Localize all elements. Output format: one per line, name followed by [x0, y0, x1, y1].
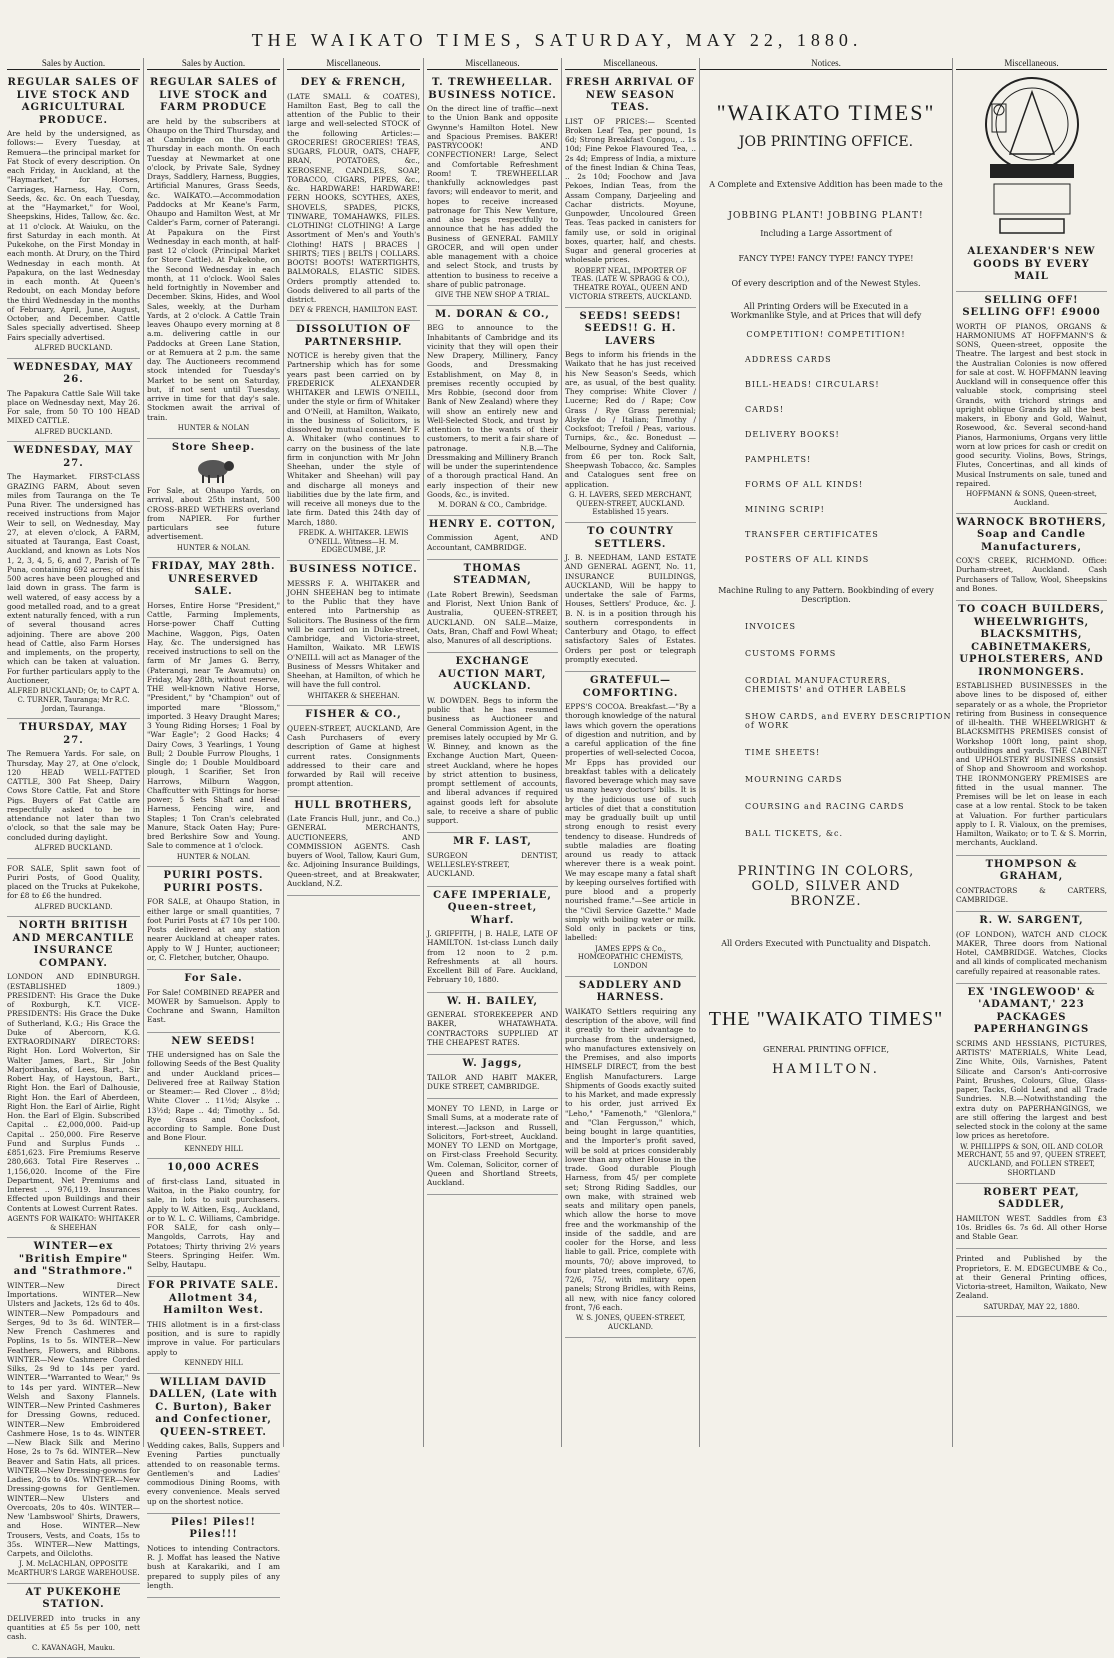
printing-item: CARDS!: [745, 405, 785, 414]
ad-heading: DEY & FRENCH,: [300, 77, 407, 88]
ad-heading: THOMAS STEADMAN,: [453, 562, 532, 587]
ad-heading: T. TREWHEELLAR. BUSINESS NOTICE.: [428, 77, 557, 101]
every-description: Of every description and of the Newest Styles.: [731, 279, 921, 288]
advertisement: [565, 523, 696, 672]
ad-heading: REGULAR SALES of LIVE STOCK and FARM PRODUCE: [149, 77, 278, 113]
advertisement: [147, 1033, 280, 1160]
ad-body: For Sale! COMBINED REAPER and MOWER by Samuelson. Apply to Cochrane and Swann, Hamilton East.: [147, 987, 280, 1025]
ad-body: MONEY TO LEND, in Large or Small Sums, at a moderate rate of interest.—Jackson and Russell, Solicitors, Fort-street, Auckland. MONEY TO LEND on Mortgage, on First-class Freehold Security. Wm. Coleman, Solicitor, corner of Queen and Shortland Streets, Auckland.: [427, 1104, 558, 1187]
advertisement: [956, 514, 1107, 602]
advertisement: [147, 1374, 280, 1514]
advertisement: [427, 1055, 558, 1099]
ad-signature: W. PHILLIPPS & SON, OIL AND COLOR MERCHANT, 55 and 97, QUEEN STREET, AUCKLAND, and FOLLEN STREET, SHORTLAND: [956, 1142, 1107, 1177]
ad-body: SURGEON DENTIST, WELLESLEY-STREET, AUCKLAND.: [427, 850, 558, 879]
ad-heading: FOR PRIVATE SALE. Allotment 34, Hamilton West.: [148, 1280, 279, 1317]
advertisement: [565, 672, 696, 977]
ad-body: ESTABLISHED BUSINESSES in the above lines to be disposed of, either separately or as a whole, the Proprietor retiring from Business in consequence of ill-health. THE WHEELWRIGHT & BLACKSMITHS PREMISES consist of Workshop 100ft long, paint shop, outbuildings and yards. THE CABINET and UPHOLSTERY BUSINESS consist of Shop and Showroom and workshop. THE IRONMONGERY PREMISES are fitted in the usual manner. The Premises will be let on lease in each case at a low rental. Stock to be taken at Valuation. For further particulars apply to I. R. Vialoux, on the premises, Hamilton, Waikato; or to T. & S. Morrin, merchants, Auckland.: [956, 681, 1107, 848]
ad-body: THIS allotment is in a first-class position, and is sure to rapidly improve in value. For particulars apply to: [147, 1319, 280, 1357]
advertisement: [147, 74, 280, 439]
ad-body: For Sale, at Ohaupo Yards, on arrival, about 25th instant, 500 CROSS-BRED WETHERS overland from NAPIER. For further particulars see future advertisement.: [147, 486, 280, 542]
ad-heading: SELLING OFF! SELLING OFF! £9000: [962, 294, 1101, 318]
printing-item: INVOICES: [745, 622, 796, 631]
ad-heading: WEDNESDAY, MAY 27.: [13, 445, 134, 469]
ad-signature: HUNTER & NOLAN: [177, 423, 250, 432]
advertisement: [956, 1249, 1107, 1317]
footer-title: THE "WAIKATO TIMES": [708, 1008, 944, 1030]
masthead: [0, 0, 1114, 60]
jobbing-plant: JOBBING PLANT! JOBBING PLANT!: [728, 211, 924, 221]
ad-body: Commission Agent, AND Accountant, CAMBRIDGE.: [427, 533, 558, 552]
advertisement: [565, 74, 696, 308]
ad-heading: REGULAR SALES OF LIVE STOCK AND AGRICULTURAL PRODUCE.: [7, 77, 140, 126]
ad-heading: FRIDAY, MAY 28th. UNRESERVED SALE.: [151, 561, 276, 598]
advertisement: [7, 719, 140, 858]
advertisement: [287, 74, 420, 321]
advertisement: [147, 1277, 280, 1373]
ad-body: DELIVERED into trucks in any quantities at £5 5s per 100, nett cash.: [7, 1613, 140, 1642]
ad-body: COX'S CREEK, RICHMOND. Office: Durham-street, Auckland. Cash Purchasers of Tallow, Wool, Sheepskins and Bones.: [956, 556, 1107, 593]
ad-body: Printed and Published by the Proprietors, E. M. EDGECUMBE & Co., at their General Printing offices, Victoria-street, Hamilton, Waikato, New Zealand.: [956, 1254, 1107, 1301]
ad-heading: 10,000 ACRES: [167, 1162, 260, 1174]
ad-signature: GIVE THE NEW SHOP A TRIAL.: [435, 291, 550, 299]
ad-heading: HULL BROTHERS,: [294, 799, 413, 811]
ad-signature: ALFRED BUCKLAND.: [34, 902, 113, 911]
ad-body: BEG to announce to the Inhabitants of Cambridge and its vicinity that they will open their New Drapery, Millinery, Fancy Goods, and Dressmaking Establishment, on May 8, in premises recently occupied by Mrs Robbie, (second door from Bank of New Zealand) where they will show an entirely new and Well-Selected Stock, and trust by attention to the wants of their customers, to merit a fair share of patronage. N.B.—The Dressmaking and Millinery Branch will be under the superintendence of a thorough practical Hand. An early inspection of their new Goods, &c., is invited.: [427, 323, 559, 499]
column-header: Notices.: [700, 58, 952, 70]
advertisement: [287, 561, 420, 706]
punctuality-text: All Orders Executed with Punctuality and Dispatch.: [721, 939, 931, 948]
printing-item: BILL-HEADS! CIRCULARS!: [745, 380, 880, 389]
ad-signature: ROBERT NEAL, IMPORTER OF TEAS. (LATE W. SPRAGG & CO.), THEATRE ROYAL, QUEEN AND VICTORIA STREETS, AUCKLAND.: [569, 266, 692, 301]
ad-signature: C. KAVANAGH, Mauku.: [32, 1643, 115, 1652]
ad-body: (Late Francis Hull, junr., and Co.,) GENERAL MERCHANTS, AUCTIONEERS, AND COMMISSION AGENTS. Cash buyers of Wool, Tallow, Kauri Gum, &c. Adjoining Insurance Buildings, Queen-street, and at Breakwater, Auckland, N.Z.: [287, 814, 420, 888]
advertisement: [427, 887, 558, 993]
newspaper-title: THE WAIKATO TIMES, SATURDAY, MAY 22, 1880.: [251, 30, 863, 50]
ad-heading: THURSDAY, MAY 27.: [19, 722, 128, 746]
ad-heading: NEW SEEDS!: [171, 1035, 256, 1047]
advertisement: [956, 601, 1107, 856]
advertisement: [427, 653, 558, 833]
ad-body: J. GRIFFITH, | B. HALE, LATE OF HAMILTON. 1st-class Lunch daily from 12 noon to 2 p.m. Refreshments at all hours. Excellent Bill of Fare. Auckland, February 10, 1880.: [427, 929, 558, 985]
ad-signature: HOFFMANN & SONS, Queen-street, Auckland.: [966, 490, 1097, 507]
ad-body: GENERAL STOREKEEPER AND BAKER, WHATAWHATA. CONTRACTORS SUPPLIED AT THE CHEAPEST RATES.: [427, 1010, 558, 1047]
ad-heading: AT PUKEKOHE STATION.: [25, 1586, 122, 1611]
ad-signature: JAMES EPPS & Co., HOMŒOPATHIC CHEMISTS, LONDON: [577, 944, 684, 970]
printing-item: TRANSFER CERTIFICATES: [745, 530, 879, 539]
ad-heading: BUSINESS NOTICE.: [289, 564, 418, 575]
advertisement: [7, 859, 140, 918]
ad-signature: ALFRED BUCKLAND.: [34, 843, 113, 852]
printing-item: FORMS OF ALL KINDS!: [745, 480, 864, 489]
ad-signature: FREDK. A. WHITAKER. LEWIS O'NEILL. Witness—H. M. EDGECUMBE, J.P.: [298, 528, 409, 555]
ad-heading: DISSOLUTION OF PARTNERSHIP.: [296, 324, 411, 348]
ad-heading: FISHER & CO.,: [305, 709, 402, 721]
ad-body: Are held by the undersigned, as follows:— Every Tuesday, at Remuera—the principal market for Fat Stock of every description. On each Friday, in Auckland, at the "Haymarket," for Horses, Carriages, Harness, Hay, Corn, Seeds, &c. &c. On each Tuesday, at the "Haymarket," for Wool, Sheepskins, Hides, Tallow, &c. &c. at 11 o'clock. At Waiuku, on the first Saturday in each month. At Pukekohe, on the First Monday in each month. At Drury, on the Third Wednesday in each month. At Papakura, on the last Wednesday in each month. At Queen's Redoubt, on each Monday before the third Wednesday in the months of February, April, June, August, October, and December. Cattle Sales specially advertised. Sheep Fairs specially advertised.: [7, 129, 140, 342]
ad-heading: HENRY E. COTTON,: [428, 518, 557, 530]
ad-body: CONTRACTORS & CARTERS, CAMBRIDGE.: [956, 885, 1107, 904]
column-3: [284, 58, 424, 1447]
ad-body: LONDON AND EDINBURGH. (ESTABLISHED 1809.) PRESIDENT: His Grace the Duke of Roxburgh, K.T. VICE-PRESIDENTS: His Grace the Duke of Sutherland, K.G.; His Grace the Duke of Abercorn, K.G. EXTRAORDINARY DIRECTORS: Right Hon. Lord Wolverton, Sir Walter James, Bart., Sir John Marjoribanks, of Lees, Bart., Sir Robert Hay, of Haystoun, Bart., Right Hon. the Earl of Dalhousie, Right Hon. the Earl of Aberdeen, Right Hon. the Earl of Airlie, Right Hon. the Earl of Elgin. Subscribed Capital .. £2,000,000. Paid-up Capital .. 250,000. Fire Reserve Fund and Surplus Funds .. £851,623. Fire Premiums Reserve 280,663. Total Fire Reserves .. 1,156,020. Income of the Fire Department, Net Premiums and Interest .. 976,119. Insurances Effected upon Buildings and their Contents at Lowest Current Rates.: [7, 972, 140, 1213]
ad-body: NOTICE is hereby given that the Partnership which has for some years past been carried on by FREDERICK ALEXANDER WHITAKER and LEWIS O'NEILL, under the style or firm of Whitaker and O'Neill, at Hamilton, Waikato, in the business of Solicitors, is dissolved by mutual consent. Mr F. A. Whitaker (who continues to carry on the business of the late firm in conjunction with Mr John Sheehan, under the style of Whitaker and Sheehan) will pay and discharge all moneys and liabilities due by the late firm, and will receive all moneys due to the late firm. Dated this 24th day of March, 1880.: [287, 351, 420, 527]
ad-heading: GRATEFUL—COMFORTING.: [582, 675, 679, 699]
advertisement: [427, 833, 558, 886]
advertisement: [7, 359, 140, 443]
advertisement: [956, 1184, 1107, 1250]
advertisement: [287, 797, 420, 897]
sheep-icon: [191, 456, 237, 484]
competition: COMPETITION! COMPETITION!: [746, 330, 906, 339]
printing-item: ADDRESS CARDS: [745, 355, 832, 364]
advertisement: [147, 867, 280, 970]
ad-heading: SADDLERY AND HARNESS.: [578, 979, 683, 1004]
ad-body: SCRIMS AND HESSIANS, PICTURES, ARTISTS' MATERIALS, White Lead, Zinc White, Oils, Varnishes, Patent Silicate and Carson's Anti-corrosive Paint, Brushes, Colours, Glue, Glass-paper, Tacks, Gold Leaf, and all Trade Sundries. N.B.—Notwithstanding the extra duty on PAPERHANGINGS, we are still offering the largest and best selected stock in the colony at the same low prices as heretofore.: [956, 1038, 1107, 1141]
advertisement: [147, 558, 280, 867]
ad-body: TAILOR AND HABIT MAKER, DUKE STREET, CAMBRIDGE.: [427, 1072, 558, 1091]
ad-body: FOR SALE, Split sawn foot of Puriri Posts, of Good Quality, placed on the Trucks at Pukekohe, for £8 to £6 the hundred.: [7, 863, 140, 901]
advertisement: [7, 917, 140, 1238]
ad-body: LIST OF PRICES:— Scented Broken Leaf Tea, per pound, 1s 6d; Strong Breakfast Congou, .. 1s 10d; Fine Pekoe Flavoured Tea, .. 2s 4d; Empress of India, a mixture of the finest Indian & China Teas, .. 2s 10d; Foochow and Java Pekoes, Indian Teas, from the Assam Company, Darjeeling and Cachar districts. Moyune, Gunpowder, Uncoloured Green Teas. Teas packed in canisters for family use, or sold in original boxes, quarter, half, and chests. Sugar and general groceries at wholesale prices.: [565, 116, 696, 265]
ad-heading: FRESH ARRIVAL OF NEW SEASON TEAS.: [565, 77, 696, 113]
ad-heading: WINTER—ex "British Empire" and "Strathmore.": [13, 1241, 134, 1278]
ad-signature: WHITAKER & SHEEHAN.: [307, 691, 400, 700]
printing-items: [700, 355, 952, 564]
ad-body: The Remuera Yards. For sale, on Thursday, May 27, at One o'clock, 120 HEAD WELL-FATTED CATTLE, 300 Fat Sheep, Dairy Cows Store Cattle, Fat and Store Pigs. Buyers of Fat Cattle are respectfully asked to be in attendance not later than two o'clock, so that the sale may be concluded during daylight.: [7, 749, 140, 842]
ad-signature: HUNTER & NOLAN.: [176, 852, 251, 861]
ad-signature: ALFRED BUCKLAND.: [34, 343, 113, 352]
column-2: [144, 58, 284, 1590]
advertisement: [427, 306, 558, 516]
printing-item: CORDIAL MANUFACTURERS, CHEMISTS' and OTHER LABELS: [745, 676, 907, 694]
advertisement: [427, 516, 558, 560]
advertisement: [147, 1514, 280, 1598]
ad-signature: ALFRED BUCKLAND.: [34, 427, 113, 436]
ad-heading: W. Jaggs,: [462, 1058, 523, 1069]
ad-body: Wedding cakes, Balls, Suppers and Evening Parties punctually attended to on reasonable terms. Gentlemen's and Ladies' commodious Dining Rooms, with every convenience. Meals served up on the shortest notice.: [147, 1441, 280, 1506]
ad-signature: SATURDAY, MAY 22, 1880.: [983, 1302, 1080, 1311]
printing-item: POSTERS OF ALL KINDS: [745, 555, 870, 564]
ad-body: EPPS'S COCOA. Breakfast.—"By a thorough knowledge of the natural laws which govern the operations of digestion and nutrition, and by a careful application of the fine properties of well-selected Cocoa, Mr Epps has provided our breakfast tables with a delicately flavored beverage which may save us many heavy doctors' bills. It is by the judicious use of such articles of diet that a constitution may be gradually built up until strong enough to resist every tendency to disease. Hundreds of subtle maladies are floating around us ready to attack wherever there is a weak point. We may escape many a fatal shaft by keeping ourselves fortified with pure blood and a properly nourished frame."—See article in the "Civil Service Gazette." Made simply with boiling water or milk. Sold only in packets or tins, labelled:: [565, 702, 696, 943]
advertisement: [956, 912, 1107, 984]
ad-body: On the direct line of traffic—next to the Union Bank and opposite Gwynne's Hamilton Hotel. New and Spacious Premises. BAKER! PASTRYCOOK! AND CONFECTIONER! Large, Select and Comfortable Refreshment Room! T. TREWHEELLAR thankfully acknowledges past favors; will endeavor to merit, and hopes to receive increased patronage for This New Venture, and also begs respectfully to announce that he has added the Business of GENERAL FAMILY GROCER, and will open under able management with a choice and select Stock, and trusts by attention to business to receive a share of public patronage.: [427, 104, 558, 289]
printing-item: PAMPHLETS!: [745, 455, 812, 464]
advertisement: [956, 984, 1107, 1184]
ad-signature: HUNTER & NOLAN.: [176, 543, 251, 552]
ad-signature: KENNEDY HILL: [184, 1358, 243, 1367]
ad-body: (LATE SMALL & COATES), Hamilton East, Beg to call the attention of the Public to their large and well-selected STOCK of the following Articles:— GROCERIES! GROCERIES! TEAS, SUGARS, FLOUR, OATS, CHAFF, BRAN, POTATOES, &c., KEROSENE, CANDLES, SOAP, TOBACCO, CIGARS, PIPES, &c., &c. HARDWARE! HARDWARE! FERN HOOKS, SCYTHES, AXES, SHOVELS, SPADES, PICKS, TINWARE, TOMAHAWKS, FILES. CLOTHING! CLOTHING! A Large Assortment of Men's and Youth's Clothing! HATS | BRACES | SHIRTS; TIES | BELTS | COLLARS. BOOTS! BOOTS! WATERTIGHTS, BALMORALS, ELASTIC SIDES. Orders promptly attended to. Goods delivered to all parts of the district.: [287, 91, 420, 304]
advertisement: [147, 1159, 280, 1277]
notice-intro: A Complete and Extensive Addition has been made to the: [709, 180, 943, 189]
notices-column: [700, 58, 953, 1447]
column-header: Miscellaneous.: [565, 58, 696, 70]
printing-item: BALL TICKETS, &c.: [745, 829, 844, 838]
printing-items-2: [700, 622, 952, 838]
ad-body: The Haymarket. FIRST-CLASS GRAZING FARM, About seven miles from Tauranga on the Te Puna River. The undersigned has received instructions from Major Weir to sell, on Wednesday, May 27, at eleven o'clock, A FARM, situated at Tauranga, East Coast, Auckland, and known as Lots Nos 1, 2, 3, 4, 5, 6, and 7, Parish of Te Puna, containing 692 acres; of this 500 acres have been ploughed and laid down in grass. The farm is well watered, of easy access by a good metalled road, and to a great extent naturally fenced, with a run of several thousand acres adjoining. There are above 200 head of Cattle, also Farm Horses and implements, on the property, which can be taken at valuation. For further particulars apply to the Auctioneer,: [7, 472, 140, 685]
advertisement: [956, 292, 1107, 514]
ad-body: THE undersigned has on Sale the following Seeds of the Best Quality and under Auckland prices—Delivered free at Railway Station or Steamer:— Red Clover .. 8½d; White Clover .. 11½d; Alsyke .. 13½d; Rape .. 4d; Timothy .. 5d. Rye Grass and Cocksfoot, according to Sample. Bone Dust and Bone Flour.: [147, 1050, 280, 1143]
ad-signature: AGENTS FOR WAIKATO: WHITAKER & SHEEHAN: [7, 1214, 140, 1232]
ad-signature: M. DORAN & CO., Cambridge.: [437, 501, 548, 509]
workmanlike-text: All Printing Orders will be Executed in a Workmanlike Style, and at Prices that will defy: [730, 302, 922, 320]
ad-heading: NORTH BRITISH AND MERCANTILE INSURANCE COMPANY.: [12, 920, 135, 969]
printing-item: DELIVERY BOOKS!: [745, 430, 840, 439]
footer-subtitle: GENERAL PRINTING OFFICE,: [762, 1045, 890, 1054]
advertisement: [147, 970, 280, 1033]
ad-body: of first-class Land, situated in Waitoa, in the Piako country, for sale, in lots to suit purchasers. Apply to W. Aitken, Esq., Auckland, or to W. L. C. Williams, Cambridge. FOR SALE, for cash only—Mangolds, Carrots, Hay and Potatoes; Thirty thriving 2½ years Steers. Springing Heifer. Wm. Selby, Hautapu.: [147, 1176, 280, 1269]
ad-heading: SEEDS! SEEDS! SEEDS!! G. H. LAVERS: [579, 310, 682, 347]
ad-heading: M. DORAN & CO.,: [435, 308, 550, 320]
printing-item: COURSING and RACING CARDS: [745, 802, 905, 811]
job-printing-subtitle: JOB PRINTING OFFICE.: [738, 134, 914, 150]
ad-body: WAIKATO Settlers requiring any description of the above, will find it greatly to their advantage to purchase from the undersigned, who manufactures extensively on the Premises, and also imports HIMSELF DIRECT, from the best English Manufacturers. Large Shipments of Goods exactly suited to his Market, and made expressly to his order, just arrived Ex "Leho," "Famenoth," "Glenlora," and "Clan Fergusson," which, being bought in large quantities, and the Importer's profit saved, will be sold at prices considerably lower than any other House in the trade. Good durable Plough Harness, from 45/ per complete set; Strong Riding Saddles, our own make, with strained web seats and military open panels, which allow the horse to move free and the workmanship of the inside of the saddle, and are cooler for the Horse, and less liable to gall. Price, complete with mounts, 70/; above improved, to four plated trees, complete, 67/6, 72/6, 75/, with military open panels; Strong Bridles, with Reins, all new, with nice fancy colored front, 7/6 each.: [565, 1006, 696, 1312]
ad-heading: W. H. BAILEY,: [447, 995, 538, 1007]
ad-heading: THOMPSON & GRAHAM,: [985, 858, 1078, 882]
ad-body: HAMILTON WEST. Saddles from £3 10s. Bridles 6s. 7s 6d. All other Horse and Stable Gear.: [956, 1213, 1107, 1241]
ad-heading: PURIRI POSTS. PURIRI POSTS.: [163, 870, 264, 894]
ad-heading: CAFE IMPERIALE, Queen-street, Wharf.: [433, 889, 552, 926]
column-5: [562, 58, 700, 1447]
ad-body: WINTER—New Direct Importations. WINTER—New Ulsters and Jackets, 12s 6d to 40s. WINTER—New Pompadours and Serges, 9d to 3s 6d. WINTER—New French Cashmeres and Poplins, 1s to 5s. WINTER—New Feathers, Flowers, and Ribbons. WINTER—New Cashmere Corded Silks, 2s 9d to 14s per yard. WINTER—"Warranted to Wear," 9s to 14s per yard. WINTER—New Welsh and Saxony Flannels. WINTER—New Printed Cashmeres for Dressing Gowns, reduced. WINTER—New Embroidered Cashmere Hose, 1s to 4s. WINTER—New Black Silk and Merino Hose, 2s to 7s 6d. WINTER—New Beaver and Satin Hats, all prices. WINTER—New Dressing-gowns for Ladies, 20s to 40s. WINTER—New Dressing-gowns for Gentlemen. WINTER—New Ulsters and Overcoats, 20s to 40s. WINTER—New 'Lambswool' Shirts, Drawers, and Hose. WINTER—New Trousers, Vests, and Coats, 15s to 35s. WINTER—New Mattings, Carpets, and Oilcloths.: [7, 1280, 140, 1558]
jeweller-emblem-icon: [972, 74, 1092, 239]
ad-body: Notices to intending Contractors. R. J. Moffat has leased the Native bush at Karakariki, and I am prepared to supply piles of any length.: [147, 1543, 280, 1590]
ad-body: (Late Robert Brewin), Seedsman and Florist, Next Union Bank of Australia, QUEEN-STREET, AUCKLAND. ON SALE—Maize, Oats, Bran, Chaff and Fowl Wheat; also, Manures of all descriptions.: [427, 589, 558, 645]
ad-heading: R. W. SARGENT,: [979, 915, 1084, 926]
ad-heading: WILLIAM DAVID DALLEN, (Late with C. Burton), Baker and Confectioner, QUEEN-STREET.: [149, 1376, 278, 1438]
advertisement: [956, 856, 1107, 913]
column-header: Miscellaneous.: [427, 58, 558, 70]
ad-heading: WARNOCK BROTHERS, Soap and Candle Manufacturers,: [956, 516, 1107, 553]
advertisement: [427, 74, 558, 306]
advertisement: [7, 74, 140, 359]
ad-signature: W. S. JONES, QUEEN-STREET, AUCKLAND.: [575, 1314, 686, 1331]
ad-body: FOR SALE, at Ohaupo Station, in either large or small quantities, 7 foot Puriri Posts at £7 10s per 100. Posts delivered at any station nearer Auckland at cheaper rates. Apply to W J Hunter, auctioneer; or, C. Fletcher, butcher, Ohaupo.: [147, 897, 280, 962]
advertisement: [427, 1099, 558, 1195]
ad-body: MESSRS F. A. WHITAKER and JOHN SHEEHAN beg to intimate to the Public that they have entered into Partnership as Solicitors. The Business of the firm will be carried on in Duke-street, Cambridge, and Victoria-street, Hamilton, Waikato. MR LEWIS O'NEILL will act as Manager of the Business of Messrs Whitaker and Sheehan, at Hamilton, of which he will have the full control.: [287, 578, 420, 690]
column-header: Miscellaneous.: [287, 58, 420, 70]
advertisement: [565, 977, 696, 1338]
ad-heading: EXCHANGE AUCTION MART, AUCKLAND.: [438, 656, 547, 693]
ad-signature: DEY & FRENCH, HAMILTON EAST.: [289, 306, 418, 315]
ad-heading: MR F. LAST,: [453, 836, 532, 848]
ad-heading: ALEXANDER'S NEW GOODS BY EVERY MAIL: [967, 246, 1096, 282]
ad-body: WORTH OF PIANOS, ORGANS & HARMONIUMS AT HOFFMANN'S & SONS, Queen-street, opposite the Theatre. The largest and best stock in the Australian Colonies is now offered for sale at cost. W. HOFFMANN leaving Auckland will in consequence offer this valuable stock, comprising steel Grands, with trichord strings and upright oblique Grands by all the best makers, in Ebony and Gold, Walnut, Rosewood, &c. Several second-hand Pianos, Harmoniums, Organs very little worn at low prices for cash or credit on good security. Violins, Bows, Strings, Flutes, Concertinas, and all kinds of Musical Instruments on sale, tuned and repaired.: [956, 321, 1107, 488]
column-header: Sales by Auction.: [7, 58, 140, 70]
printing-item: CUSTOMS FORMS: [745, 649, 837, 658]
column-7: [953, 58, 1110, 1447]
printing-item: MINING SCRIP!: [745, 505, 825, 514]
advertisement: [427, 560, 558, 654]
ad-body: (OF LONDON), WATCH AND CLOCK MAKER, Three doors from National Hotel, CAMBRIDGE. Watches, Clocks and all kinds of complicated mechanism carefully repaired at reasonable rates.: [956, 929, 1107, 976]
ad-signature: G. H. LAVERS, SEED MERCHANT, QUEEN-STREET, AUCKLAND. Established 15 years.: [568, 490, 693, 517]
printing-item: MOURNING CARDS: [745, 775, 843, 784]
ad-body: J. B. NEEDHAM, LAND ESTATE AND GENERAL AGENT, No. 11, INSURANCE BUILDINGS, AUCKLAND, Will be happy to undertake the sale of Farms, Houses, Settlers' Produce, &c. J. B. N. is in a position through his southern correspondents in Canterbury and Otago, to effect satisfactory Sales of Estates. Orders per post or telegraph promptly executed.: [565, 553, 696, 664]
column-4: [424, 58, 562, 1447]
advertisement: [147, 439, 280, 559]
fancy-type: FANCY TYPE! FANCY TYPE! FANCY TYPE!: [738, 254, 914, 263]
ad-heading: TO COACH BUILDERS, WHEELWRIGHTS, BLACKSMITHS, CABINETMAKERS, UPHOLSTERERS, AND IRONMONGERS.: [958, 604, 1105, 678]
ruling-text: Machine Ruling to any Pattern. Bookbinding of every Description.: [718, 586, 934, 604]
advertisement: [7, 442, 140, 719]
printing-item: TIME SHEETS!: [745, 748, 821, 757]
advertisement: [565, 308, 696, 524]
advertisement: [7, 1584, 140, 1658]
printing-colors: PRINTING IN COLORS, GOLD, SILVER AND BRONZE.: [737, 864, 915, 909]
ad-heading: Piles! Piles!! Piles!!!: [171, 1516, 256, 1541]
ad-signature: J. M. McLACHLAN, OPPOSITE McARTHUR'S LARGE WAREHOUSE.: [7, 1560, 140, 1577]
column-1: [4, 58, 144, 1652]
ad-body: are held by the subscribers at Ohaupo on the Third Thursday, and at Cambridge on the Fourth Thursday in each month. On each Tuesday at Newmarket at one o'clock, by Private Sale, Sydney Drays, Saddlery, Harness, Buggies, Artificial Manures, Grass Seeds, &c. WAIKATO.—Accommodation Paddocks at Mr Keane's Farm, Ohaupo and Hamilton West, at Mr Calder's Farm, corner of Paterangi. At Papakura on the First Wednesday in each month, at half-past 12 o'clock (Principal Market for Store Cattle). At Pukekohe, on the Second Wednesday in each month, at 11 o'clock. Wool Sales held fortnightly in November and December. Skins, Hides, and Wool Sales, weekly, at the Durham Yards, at 2 o'clock. A Cattle Train leaves Ohaupo every morning at 8 a.m. delivering cattle in our Paddocks at Green Lane Station, or at Remuera at 2 p.m. the same day. The Auctioneers recommend stock intended for Tuesday's Market to be sent on Saturday, but, if not sent until Tuesday, arrive in time for that day's sale. Stockmen await the arrival of train.: [147, 116, 280, 422]
ad-signature: ALFRED BUCKLAND; Or, to CAPT A. C. TURNER, Tauranga; Mr R.C. Jordan, Tauranga.: [7, 687, 140, 713]
advertisement: [956, 243, 1107, 292]
ad-heading: TO COUNTRY SETTLERS.: [587, 526, 674, 550]
advertisement: [7, 1238, 140, 1584]
including-text: Including a Large Assortment of: [760, 229, 892, 238]
ad-body: Horses, Entire Horse "President," Cattle, Farming Implements, Horse-power Chaff Cutting Machine, Waggon, Pigs, Oaten Hay, &c. The undersigned has received instructions to sell on the farm of Mr James G. Berry, (Paterangi, near Te Awamutu) on Friday, May 28th, without reserve, THE well-known Native Horse, "President," by "Champion" out of imported mare "Blossom," imported. 3 Heavy Draught Mares; 3 Young Riding Horses; 1 Foal by "War Eagle"; 2 Good Hacks; 4 Dairy Cows, 3 Yearlings, 1 Young Bull; 2 Double Furrow Ploughs, 1 Single do; 1 Double Mouldboard plough, 1 Scarifier, Set Iron Harrows, Milburn Waggon, Chaffcutter with Fittings for horse-power; 5 Sets Shaft and Head Harness, Fencing wire, and Staples; 1 Ton Cran's celebrated Manure, Stack Oaten Hay; Pure-bred Berkshire Sow and Young. Sale to commence at 1 o'clock.: [147, 600, 280, 851]
ad-body: The Papakura Cattle Sale Will take place on Wednesday next, May 26. For sale, from 50 TO 100 HEAD MIXED CATTLE.: [7, 388, 140, 426]
advertisement: [287, 321, 420, 561]
ad-signature: KENNEDY HILL: [184, 1144, 243, 1153]
footer-place: HAMILTON.: [772, 1062, 880, 1077]
ad-heading: Store Sheep.: [171, 441, 256, 453]
column-header: Sales by Auction.: [147, 58, 280, 70]
ad-heading: WEDNESDAY, MAY 26.: [13, 361, 134, 385]
advertisement: [427, 993, 558, 1056]
ad-heading: For Sale.: [184, 973, 243, 984]
printing-item: SHOW CARDS, and EVERY DESCRIPTION of WORK: [745, 712, 952, 730]
advertisement: [287, 706, 420, 796]
ad-heading: EX 'INGLEWOOD' & 'ADAMANT,' 223 PACKAGES PAPERHANGINGS: [967, 986, 1096, 1036]
ad-body: Begs to inform his friends in the Waikato that he has just received his New Season's Seeds, which are, as usual, of the best quality. They comprise: White Clover / Lucerne; Red do / Rape; Cow Grass / Rye Grass perennial; Alsyke do / Italian; Timothy / Cocksfoot; Trefoil / Peas, various. Turnips, &c., &c. Bonedust — Melbourne, Sydney and California, from £6 per ton. Rock Salt, Sheepwash Tobacco, &c. Samples and Catalogues sent free on application.: [565, 350, 696, 489]
column-header: Miscellaneous.: [956, 58, 1107, 70]
ad-body: QUEEN-STREET, AUCKLAND, Are Cash Purchasers of every description of Game at highest current rates. Consignments addressed to their care and forwarded by Rail will receive prompt attention.: [287, 723, 420, 789]
job-printing-title: "WAIKATO TIMES": [716, 100, 936, 125]
ad-body: W. DOWDEN. Begs to inform the public that he has resumed business as Auctioneer and General Commission Agent, in the premises lately occupied by Mr G. W. Binney, and known as the Exchange Auction Mart, Queen-street Auckland, where he hopes by strict attention to business, prompt settlement of accounts, and liberal advances if required against goods left for absolute sale, to receive a share of public support.: [427, 695, 558, 825]
ad-heading: ROBERT PEAT, SADDLER,: [983, 1186, 1080, 1210]
